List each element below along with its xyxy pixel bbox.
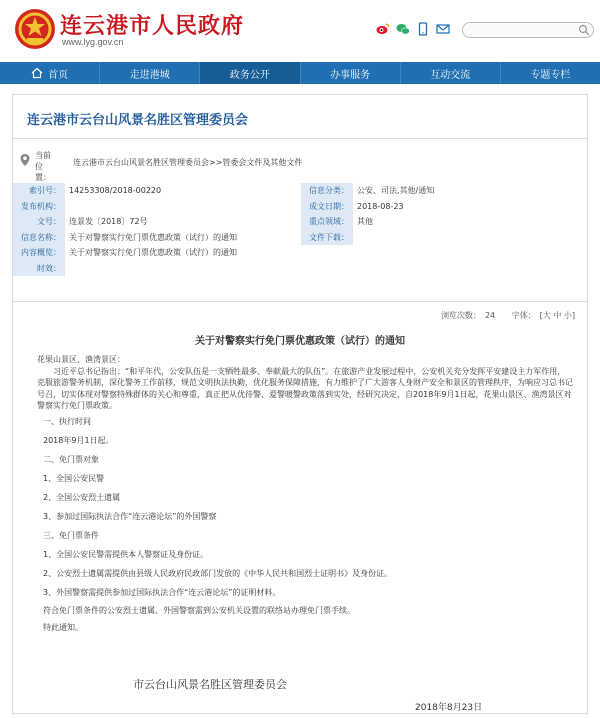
views-label: 浏览次数： [440, 311, 481, 320]
salutation: 花果山景区、渔湾景区： [37, 355, 125, 364]
social-links [376, 22, 450, 36]
field-label: 重点领域： [301, 214, 353, 230]
search-icon[interactable] [578, 24, 590, 36]
nav-label: 专题专栏 [530, 69, 571, 81]
org-title: 连云港市云台山风景名胜区管理委员会 [27, 113, 249, 128]
doc-no-value: 连景发〔2018〕72号 [69, 217, 148, 226]
info-row [13, 199, 587, 215]
info-row [13, 214, 587, 230]
index-no-value: 14253308/2018-00220 [69, 186, 162, 195]
info-row [13, 183, 587, 199]
wechat-icon[interactable] [396, 22, 410, 36]
category-value: 公安、司法,其他/通知 [357, 186, 435, 195]
site-title[interactable]: 连云港市人民政府 [60, 13, 245, 39]
org-title-bar [13, 95, 587, 139]
date-label: 成文日期： [301, 199, 353, 215]
site-header [0, 0, 600, 58]
main-nav [0, 62, 600, 84]
list-item: 1、全国公安民警需提供本人警察证及身份证。 [43, 549, 209, 559]
summary-label: 内容概览： [13, 245, 65, 261]
nav-label: 政务公开 [229, 69, 270, 81]
nav-label: 走进港城 [129, 69, 170, 81]
article-title: 关于对警察实行免门票优惠政策（试行）的通知 [195, 336, 405, 347]
list-item: 1、全国公安民警 [43, 473, 105, 483]
home-icon [31, 67, 43, 79]
nav-item-interaction[interactable] [401, 62, 501, 84]
validity-label: 时效： [13, 261, 65, 277]
breadcrumb-path[interactable]: 连云港市云台山风景名胜区管理委员会>>管委会文件及其他文件 [73, 158, 303, 167]
issuer-label: 发布机构： [13, 199, 65, 215]
info-name-value: 关于对警察实行免门票优惠政策（试行）的通知 [69, 232, 237, 242]
nav-label: 互动交流 [430, 69, 471, 81]
article-body [37, 354, 573, 636]
list-item: 2、全国公安烈士遗属 [43, 492, 121, 502]
nav-item-gov-affairs[interactable] [200, 62, 300, 84]
national-emblem-icon [14, 8, 56, 50]
nav-item-about-city[interactable] [100, 62, 200, 84]
nav-item-home[interactable] [0, 62, 100, 84]
closing-paragraph: 符合免门票条件的公安烈士遗属、外国警察需到公安机关设置的联络站办理免门票手续。 [43, 605, 355, 615]
summary-value: 关于对警察实行免门票优惠政策（试行）的通知 [69, 248, 237, 257]
info-row [13, 261, 587, 277]
site-url: www.lyg.gov.cn [62, 37, 124, 47]
font-size-switcher[interactable]: [大 中 小] [539, 311, 575, 320]
list-item: 2、公安烈士遗属需提供由县级人民政府民政部门发放的《中华人民共和国烈士证明书》及身份证。 [43, 568, 393, 578]
doc-no-label: 文号： [13, 214, 65, 230]
content-panel [12, 94, 588, 714]
info-name-label: 信息名称： [13, 230, 65, 246]
article [13, 301, 587, 713]
section-heading: 一、执行时间 [43, 416, 91, 426]
article-meta [437, 310, 575, 321]
weibo-icon[interactable] [376, 22, 390, 36]
nav-item-topics[interactable] [501, 62, 600, 84]
intro-paragraph: 习近平总书记指出：“和平年代，公安队伍是一支牺牲最多、奉献最大的队伍”。在旅游产业发展过程中，公安机关充分发挥平安建设主力军作用，克服旅游警务机制，深化警务工作前移，规范文明执法执勤，优化服务保障措施，有力维护了广大游客人身财产安全和景区的管理秩序，为响应习总书记号召，切实体现对警察特殊群体的关心和尊重，真正把从优待警、爱警暖警政策落到实处，经研究决定，自2018年9月1日起，花果山景区、渔湾景区对警察实行免门票政策。 [37, 366, 573, 410]
font-label: 字体： [511, 311, 536, 320]
nav-label: 办事服务 [330, 69, 371, 81]
search-box[interactable] [462, 22, 594, 38]
nav-label: 首页 [48, 69, 69, 81]
list-item: 3、外国警察需提供参加过国际执法合作“连云港论坛”的证明材料。 [43, 587, 281, 597]
info-row [13, 245, 587, 261]
mail-icon[interactable] [436, 22, 450, 36]
index-no-label: 索引号： [13, 183, 65, 199]
mobile-icon[interactable] [416, 22, 430, 36]
category-label: 信息分类： [301, 183, 353, 199]
field-value: 其他 [357, 217, 373, 226]
breadcrumb [13, 147, 587, 182]
ending-line: 特此通知。 [43, 622, 83, 632]
views-count: 24 [484, 311, 496, 320]
download-label: 文件下载： [301, 230, 353, 246]
search-input[interactable] [469, 24, 569, 36]
section-heading: 二、免门票对象 [43, 454, 99, 464]
info-table [13, 183, 587, 276]
section-heading: 三、免门票条件 [43, 530, 99, 540]
signature: 市云台山风景名胜区管理委员会 [133, 678, 287, 691]
breadcrumb-label: 当前位置： [35, 151, 51, 182]
signature-date: 2018年8月23日 [415, 703, 483, 713]
section-content: 2018年9月1日起。 [43, 435, 114, 445]
date-value: 2018-08-23 [357, 201, 404, 211]
info-row [13, 230, 587, 246]
location-pin-icon [19, 153, 31, 167]
nav-item-services[interactable] [301, 62, 401, 84]
list-item: 3、参加过国际执法合作“连云港论坛”的外国警察 [43, 511, 217, 521]
